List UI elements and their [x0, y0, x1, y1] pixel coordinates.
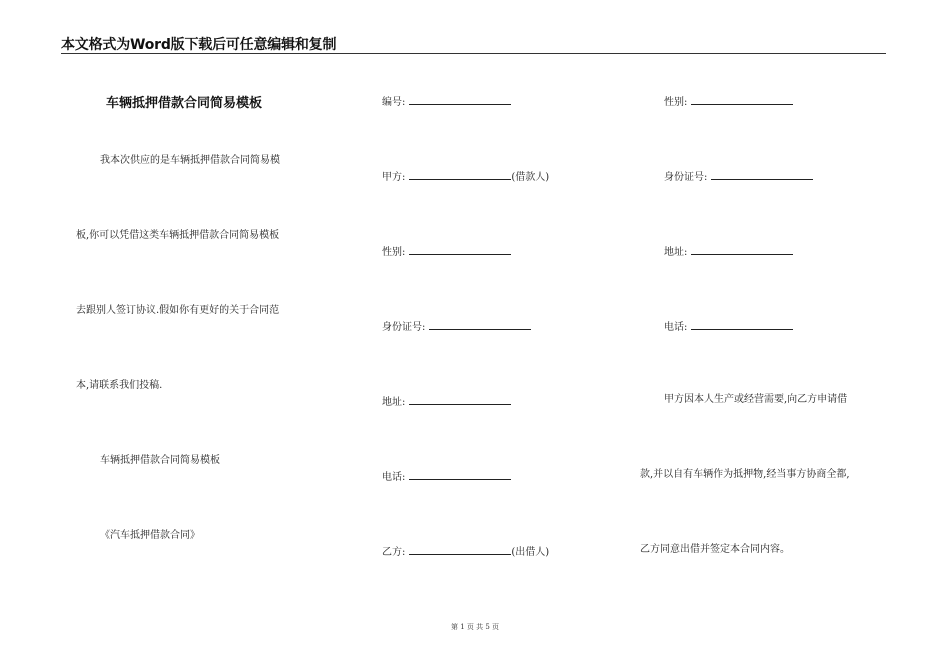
- field-gender-b: [664, 94, 793, 109]
- field-phone: [382, 469, 511, 484]
- intro-line-1: 我本次供应的是车辆抵押借款合同简易模: [100, 155, 280, 166]
- intro-line-2: 板,你可以凭借这类车辆抵押借款合同简易模板: [76, 230, 280, 241]
- blank-line: [691, 94, 793, 105]
- field-label: 性别:: [664, 97, 688, 108]
- field-id-number: [382, 319, 531, 334]
- header-text: 本文格式为Word版下载后可任意编辑和复制: [61, 37, 337, 53]
- blank-line: [691, 319, 793, 330]
- blank-line: [409, 394, 511, 405]
- document-title: 车辆抵押借款合同简易模板: [106, 96, 263, 111]
- blank-line: [691, 244, 793, 255]
- field-label: 电话:: [382, 472, 406, 483]
- field-label: 地址:: [382, 397, 406, 408]
- clause-line-1: 甲方因本人生产或经营需要,向乙方申请借: [664, 394, 848, 405]
- blank-line: [409, 469, 511, 480]
- field-label: 地址:: [664, 247, 688, 258]
- field-address: [382, 394, 511, 409]
- contract-name: 《汽车抵押借款合同》: [100, 530, 200, 541]
- intro-line-4: 本,请联系我们投稿.: [76, 380, 163, 391]
- field-party-b: [382, 544, 549, 559]
- blank-line: [409, 544, 511, 555]
- field-address-b: [664, 244, 793, 259]
- blank-line: [429, 319, 531, 330]
- page-number: 第 1 页 共 5 页: [450, 623, 500, 631]
- field-label: 甲方:: [382, 172, 406, 183]
- field-phone-b: [664, 319, 793, 334]
- field-label: 编号:: [382, 97, 406, 108]
- field-gender: [382, 244, 511, 259]
- field-suffix: (借款人): [511, 172, 550, 183]
- field-label: 乙方:: [382, 547, 406, 558]
- intro-line-5: 车辆抵押借款合同简易模板: [100, 455, 220, 466]
- field-number: [382, 94, 511, 109]
- field-label: 电话:: [664, 322, 688, 333]
- field-label: 身份证号:: [664, 172, 708, 183]
- blank-line: [711, 169, 813, 180]
- field-id-number-b: [664, 169, 813, 184]
- field-label: 性别:: [382, 247, 406, 258]
- field-suffix: (出借人): [511, 547, 550, 558]
- blank-line: [409, 94, 511, 105]
- clause-line-2: 款,并以自有车辆作为抵押物,经当事方协商全都,: [640, 469, 850, 480]
- intro-line-3: 去跟别人签订协议.假如你有更好的关于合同范: [76, 305, 280, 316]
- blank-line: [409, 244, 511, 255]
- clause-line-3: 乙方同意出借并签定本合同内容。: [640, 544, 790, 555]
- field-label: 身份证号:: [382, 322, 426, 333]
- blank-line: [409, 169, 511, 180]
- page-header: [61, 34, 886, 54]
- field-party-a: [382, 169, 549, 184]
